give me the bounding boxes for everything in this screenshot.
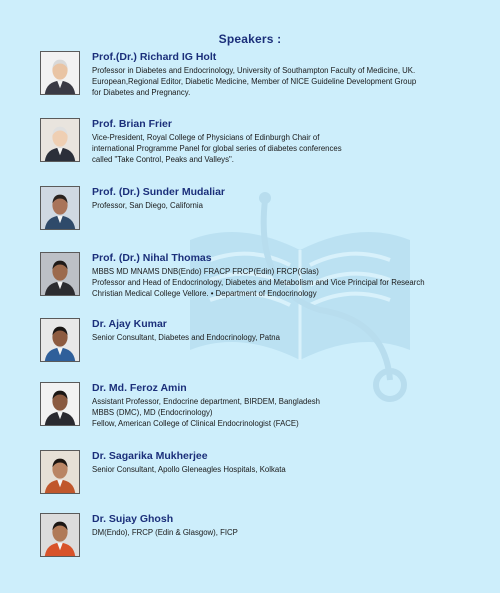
speaker-credential-line: MBBS MD MNAMS DNB(Endo) FRACP FRCP(Edin) FRCP(Glas) [92,267,319,276]
speaker-credential-line: Fellow, American College of Clinical Endocrinologist (FACE) [92,419,299,428]
speaker-info [92,382,482,429]
speaker-credential-line: Vice-President, Royal College of Physicians of Edinburgh Chair of [92,133,320,142]
speaker-name: Dr. Md. Feroz Amin [92,382,187,394]
speaker-name: Prof. (Dr.) Sunder Mudaliar [92,186,226,198]
speaker-name: Prof. Brian Frier [92,118,172,130]
speaker-credential-line: MBBS (DMC), MD (Endocrinology) [92,408,213,417]
speaker-name: Dr. Sagarika Mukherjee [92,450,208,462]
speaker-credential-line: Senior Consultant, Apollo Gleneagles Hospitals, Kolkata [92,465,286,474]
speaker-info [92,118,482,165]
speaker-credential-line: for Diabetes and Pregnancy. [92,88,191,97]
speaker-credential-line: international Programme Panel for global series of diabetes conferences [92,144,342,153]
speaker-info [92,186,482,211]
speaker-photo [40,118,80,162]
speaker-name: Dr. Ajay Kumar [92,318,167,330]
speaker-credential-line: called "Take Control, Peaks and Valleys". [92,155,234,164]
speaker-name: Dr. Sujay Ghosh [92,513,174,525]
speaker-info [92,252,482,299]
speaker-info [92,450,482,475]
speaker-info [92,513,482,538]
speaker-photo [40,318,80,362]
speaker-credential-line: Professor in Diabetes and Endocrinology, University of Southampton Faculty of Medicine, UK. [92,66,416,75]
speaker-credential-line: Christian Medical College Vellore. • Department of Endocrinology [92,289,317,298]
speaker-photo [40,513,80,557]
speaker-photo [40,186,80,230]
speaker-name: Prof.(Dr.) Richard IG Holt [92,51,217,63]
speaker-info [92,51,482,98]
speaker-photo [40,382,80,426]
speaker-credential-line: Assistant Professor, Endocrine department, BIRDEM, Bangladesh [92,397,320,406]
speaker-credential-line: European,Regional Editor, Diabetic Medicine, Member of NICE Guideline Development Group [92,77,417,86]
speaker-photo [40,252,80,296]
speaker-photo [40,51,80,95]
speaker-info [92,318,482,343]
speaker-photo [40,450,80,494]
section-heading: Speakers : [218,32,282,46]
speaker-credential-line: Senior Consultant, Diabetes and Endocrinology, Patna [92,333,280,342]
speaker-name: Prof. (Dr.) Nihal Thomas [92,252,212,264]
speaker-credential-line: Professor, San Diego, California [92,201,203,210]
speaker-credential-line: DM(Endo), FRCP (Edin & Glasgow), FICP [92,528,238,537]
speaker-credential-line: Professor and Head of Endocrinology, Diabetes and Metabolism and Vice Principal for Research [92,278,425,287]
